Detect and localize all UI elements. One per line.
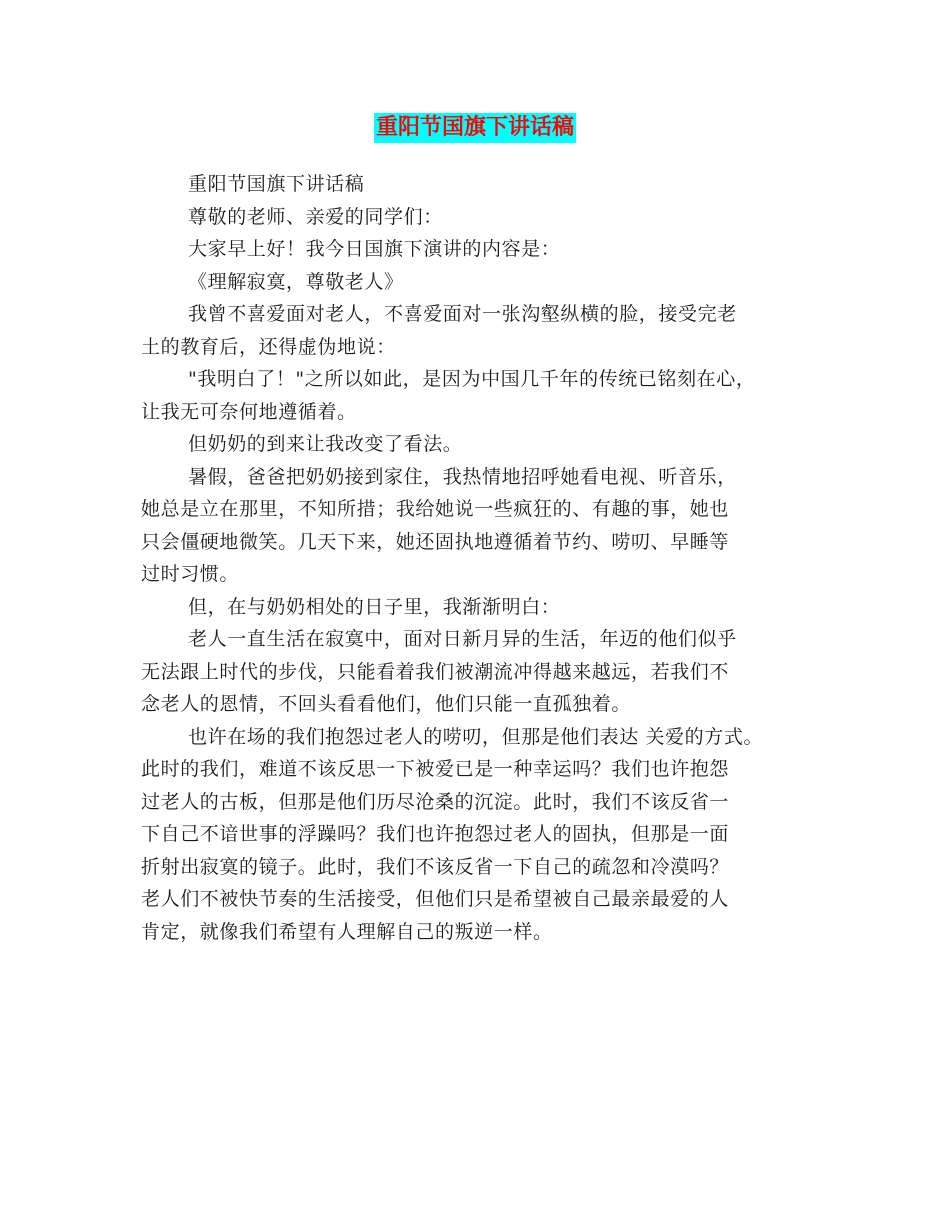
text-line: 无法跟上时代的步伐，只能看着我们被潮流冲得越来越远，若我们不 — [141, 660, 730, 683]
text-line: 暑假，爸爸把奶奶接到家住，我热情地招呼她看电视、听音乐， — [188, 465, 737, 488]
text-line: 只会僵硬地微笑。几天下来，她还固执地遵循着节约、唠叨、早睡等 — [141, 530, 730, 553]
text-line: 老人一直生活在寂寞中，面对日新月异的生活，年迈的他们似乎 — [188, 628, 737, 650]
text-line: 土的教育后，还得虚伪地说： — [141, 335, 396, 358]
document-title: 重阳节国旗下讲话稿 — [374, 113, 576, 143]
text-line: 但奶奶的到来让我改变了看法。 — [188, 433, 463, 455]
text-line: 大家早上好！我今日国旗下演讲的内容是： — [188, 238, 561, 260]
text-line: 但，在与奶奶相处的日子里，我渐渐明白： — [188, 595, 561, 618]
text-line: 此时的我们，难道不该反思一下被爱已是一种幸运吗？我们也许抱怨 — [141, 758, 730, 780]
document-body — [141, 168, 831, 948]
text-line: 过老人的古板，但那是他们历尽沧桑的沉淀。此时，我们不该反省一 — [141, 790, 730, 813]
text-line: 折射出寂寞的镜子。此时，我们不该反省一下自己的疏忽和冷漠吗？ — [141, 855, 730, 878]
text-line: 重阳节国旗下讲话稿 — [188, 173, 365, 195]
text-line: 过时习惯。 — [141, 563, 240, 585]
text-line: 肯定，就像我们希望有人理解自己的叛逆一样。 — [141, 920, 553, 943]
text-line: 她总是立在那里，不知所措；我给她说一些疯狂的、有趣的事，她也 — [141, 498, 730, 520]
text-line: 让我无可奈何地遵循着。 — [141, 400, 357, 423]
text-line: 尊敬的老师、亲爱的同学们： — [188, 205, 443, 228]
text-line: 也许在场的我们抱怨过老人的唠叨，但那是他们表达 关爱的方式。 — [188, 725, 764, 748]
text-line: 《理解寂寞，尊敬老人》 — [188, 270, 404, 293]
text-line: 老人们不被快节奏的生活接受，但他们只是希望被自己最亲最爱的人 — [141, 888, 730, 910]
text-line: 念老人的恩情，不回头看看他们，他们只能一直孤独着。 — [141, 693, 632, 715]
text-line: "我明白了！"之所以如此，是因为中国几千年的传统已铭刻在心， — [188, 368, 756, 390]
text-line: 下自己不谙世事的浮躁吗？我们也许抱怨过老人的固执，但那是一面 — [141, 823, 730, 845]
text-line: 我曾不喜爱面对老人，不喜爱面对一张沟壑纵横的脸，接受完老 — [188, 303, 737, 325]
title-container — [0, 113, 950, 143]
